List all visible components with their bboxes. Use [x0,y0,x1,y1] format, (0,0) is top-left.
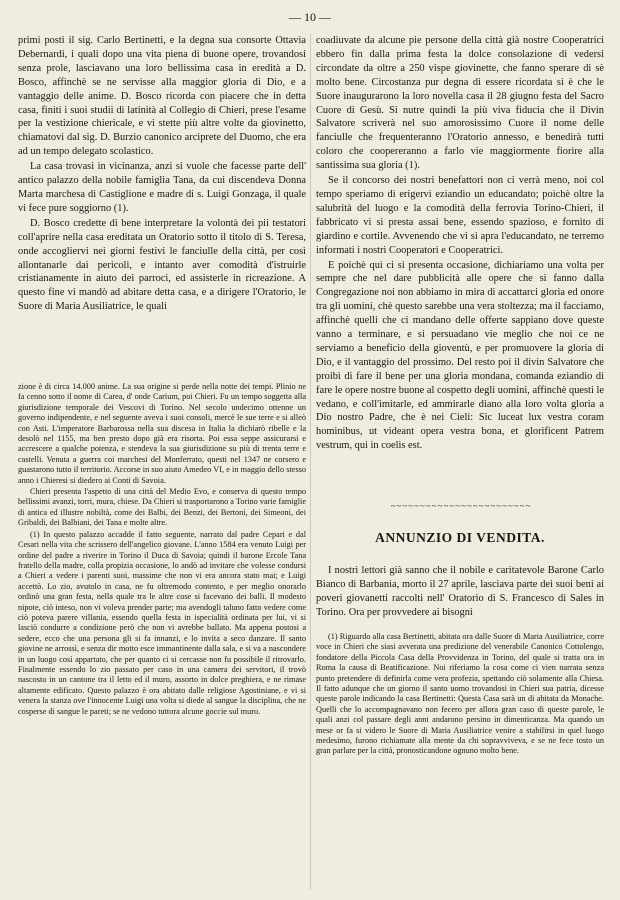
section-heading: ANNUNZIO DI VENDITA. [375,530,545,545]
left-footnotes [18,382,306,892]
paragraph: La casa trovasi in vicinanza, anzi si vuole che facesse parte dell' antico palazzo della nobile famiglia Tana, da cui discendeva Donna Marta marchesa di Castiglione e madre di s. Luigi Gonzaga, il quale vi fece pure soggiorno (1). [18,161,306,214]
paragraph: primi posti il sig. Carlo Bertinetti, e la degna sua consorte Ottavia Debernardi, i quali dopo una vita piena di buone opere, trovandosi senza prole, lasciavano una loro bellissima casa in eredità a D. Bosco, affinchè se ne servisse alla maggior gloria di Dio, e a vantaggio delle anime. D. Bosco ricorda con piacere che in detta casa, finiti i suoi studii di latinità al Collegio di Chieri, prese l'esame per la vestizione chiericale, e vi stette più altre volte da giovinetto, chiamatovi dal sig. D. Burzio canonico arciprete del Duomo, che era ad un tempo delegato scolastico. [18,35,306,158]
footnote: zione è di circa 14.000 anime. La sua origine si perde nella notte dei tempi. Plinio ne fa cenno sotto il nome di Carea, d' onde Carium, poi Chieri. Fu un tempo soggetta alla giurisdizione temporale dei Vescovi di Torino. Nel secolo undecimo ottenne un governo indipendente, e nel seguente aveva i suoi consoli, mercè le sue terre e si alleò con Asti. L'imperatore Barbarossa nella sua discesa in Italia la dichiarò ribelle e la desolò nel 1155, ma ben presto dopo già era risorta. Poi essa seppe assicurarsi e accrescere a qualche potenza, e stendeva la sua giurisdizione su più di trenta terre e castelli. Venuta a guerra coi marchesi del Monferrato, questi nel 1347 ne corsero e guastarono tutto il territorio. Accorse in suo aiuto Amedeo VI, e in maggio dello stesso anno i Chieresi si diedero ai Conti di Savoia. [18,382,306,485]
ornamental-rule: ~~~~~~~~~~~~~~~~~~~~~~~~ [390,501,532,511]
page-number: — 10 — [289,10,331,24]
right-announcement-text [316,564,604,630]
column-divider [310,34,311,890]
left-main-text [18,34,306,380]
paragraph: I nostri lettori già sanno che il nobile e caritatevole Barone Carlo Bianco di Barbania, morto il 27 aprile, lasciava parte dei suoi beni ai poveri giovanetti raccolti nell' Oratorio di S. Francesco di Sales in Torino. Ora per provvedere ai bisogni [316,565,604,618]
right-main-text [316,34,604,452]
footnote: (1) In questo palazzo accadde il fatto seguente, narrato dal padre Cepari e dal Cesari nella vita che scrissero dell'angelico giovane. L'anno 1584 era venuto Luigi per ordine del padre a riverire in Torino il Duca di Savoia; quindi il barone Ercole Tana fratello della madre, colla propizia occasione, lo andò ad invitare che volesse condursi a Chieri a vedere i parenti suoi, massime che non vi era ancora stato mai; e Luigi accettò. Lo zio, avutolo in casa, ne fu oltremodo contento, e per meglio onorarlo ordinò una gran festa, nella quale tra le altre cose si facevano dei balli. Il modesto nipote, ciò inteso, non vi voleva prender parte; ma avendogli taluno fatto vedere come ciò poteva parere villania, essendo quella festa in ispecialità ordinata per lui, vi si lasciò condurre a condizione però che non vi avrebbe ballato. Ma appena postosi a sedere, ecco che una persona gli si fa innanzi, e lo invita a seco danzare. Il santo giovine ne arrossì, e senza dir motto esce immantinente dalla sala, e si va a nascondere in un luogo così appartato, che per quanto ci si cercasse non fu possibile il ritrovarlo. Finalmente essendo lo zio passato per caso in una camera dei servitori, il trovò nascosto in un cantone tra il letto ed il muro, assorto in dolce preghiera, e ne rimase altamente edificato. Questo palazzo è ora abitato dalle religiose Agostiniane, e vi si venera la stanza ove l'innocente Luigi una volta si diede al sangue la disciplina, che ne cosperse di sangue le pareti; se ne vedono tuttora alcune goccie sul muro. [18,529,306,716]
paragraph: coadiuvate da alcune pie persone della città già nostre Cooperatrici ebbero fin dalla prima festa la dolce consolazione di vedersi circondate da oltre a 250 vispe giovinette, che fanno sperare di sè molto bene. Circostanza pur degna di essere ricordata si è che le Suore inaugurarono la loro novella casa il 28 giugno festa del Sacro Cuore di Gesù. Si nutre quindi la più viva fiducia che il Divin Salvatore scriverà nel suo amorosissimo Cuore il nome delle fanciulle che frequenteranno l'Oratorio annesso, e benedirà tutti coloro che coopereranno a farlo vie maggiormente fiorire alla santissima sua gloria (1). [316,35,604,172]
footnote: Chieri presenta l'aspetto di una città del Medio Evo, e conserva di questo tempo bellissimi avanzi, torri, mura, chiese. Da Chieri si trasportarono a Torino varie famiglie di antica ed illustre nobiltà, come dei Balbi, dei Benzi, dei Bertoni, dei Simeoni, dei Gribaldi, dei Balbiani, dei Tana e molte altre. [18,487,306,528]
footnote: (1) Riguardo alla casa Bertinetti, abitata ora dalle Suore di Maria Ausiliatrice, corre voce in Chieri che siasi avverata una predizione del venerabile Canonico Cottolengo, fondatore della Piccola Casa della Provvidenza in Torino, del quale si tratta ora in Roma la causa di Beatificazione. Noi riferiamo la cosa come ci vien narrata senza punto pretendere di definirla come vera profezia, spettando ciò solamente alla Chiesa. Il fatto adunque che un giorno il santo uomo trovandosi in Chieri sua patria, dicesse queste parole indicando la casa Bertinetti: Questa Casa sarà un di abitata da Monache. Quelli che lo accompagnavano non fecero per allora gran caso di queste parole, le quali anzi col passare degli anni andarono persino in dimenticanza. Ma quando un mese or fa si videro le Suore di Maria Ausiliatrice venire a stabilirsi in quel luogo medesimo, furono richiamate alla mente da chi sopravviveva, e se ne fece tosto un gran parlare per la città, pronosticandone ognuno molto bene. [316,632,604,756]
paragraph: E poichè qui ci si presenta occasione, dichiariamo una volta per sempre che nel dare pubblicità alle opere che si fanno dalla Congregazione noi non abbiamo in mira di accattarci gloria ed onore tra gli uomini, chè questo sarebbe una vera stoltezza; ma il facciamo, affinchè quelli che ci mandano delle offerte sappiano dove queste vanno a terminare, e si persuadano vie meglio che noi ce ne serviamo a beneficio della gioventù, e per promuovere la gloria di Dio, e il vantaggio del prossimo. Del resto poi il divin Salvatore che proibì di fare il bene per una gloria mondana, comanda eziandio di fare le opere nostre buone al cospetto degli uomini, affinchè questi le vedano, e coll'imitarle, ed ammirarle diano alla loro volta gloria a Dio nostro Padre, che è nei Cieli: Sic luceat lux vestra coram hominibus, ut videant opera vestra bona, et glorificent Patrem vestrum, qui in coelis est. [316,259,604,452]
paragraph: D. Bosco credette di bene interpretare la volontà dei pii testatori coll'aprire nella casa ereditata un Oratorio sotto il titolo di S. Teresa, onde accogliervi nei giorni festivi le fanciulle della città, per così allontanarle dai pericoli, e intanto aver comodità d'istruirle cristianamente in aiuto dei parroci, ed assisterle in ricreazione. A questo fine vi mandò ad abitare detta casa, e a dirigere l'Oratorio, le Suore di Maria Ausiliatrice, le quali [18,217,306,313]
right-footnotes [316,632,604,892]
paragraph: Se il concorso dei nostri benefattori non ci verrà meno, noi col tempo speriamo di erigervi eziandio un educandato; poichè oltre la salubrità del luogo e la comodità della ferrovia Torino-Chieri, il fabbricato vi si presta assai bene, essendo spazioso, e fornito di giardino e cortile. Avvenendo che vi si apra l'educandato, ne terremo informati i nostri Cooperatori e Cooperatrici. [316,175,604,256]
